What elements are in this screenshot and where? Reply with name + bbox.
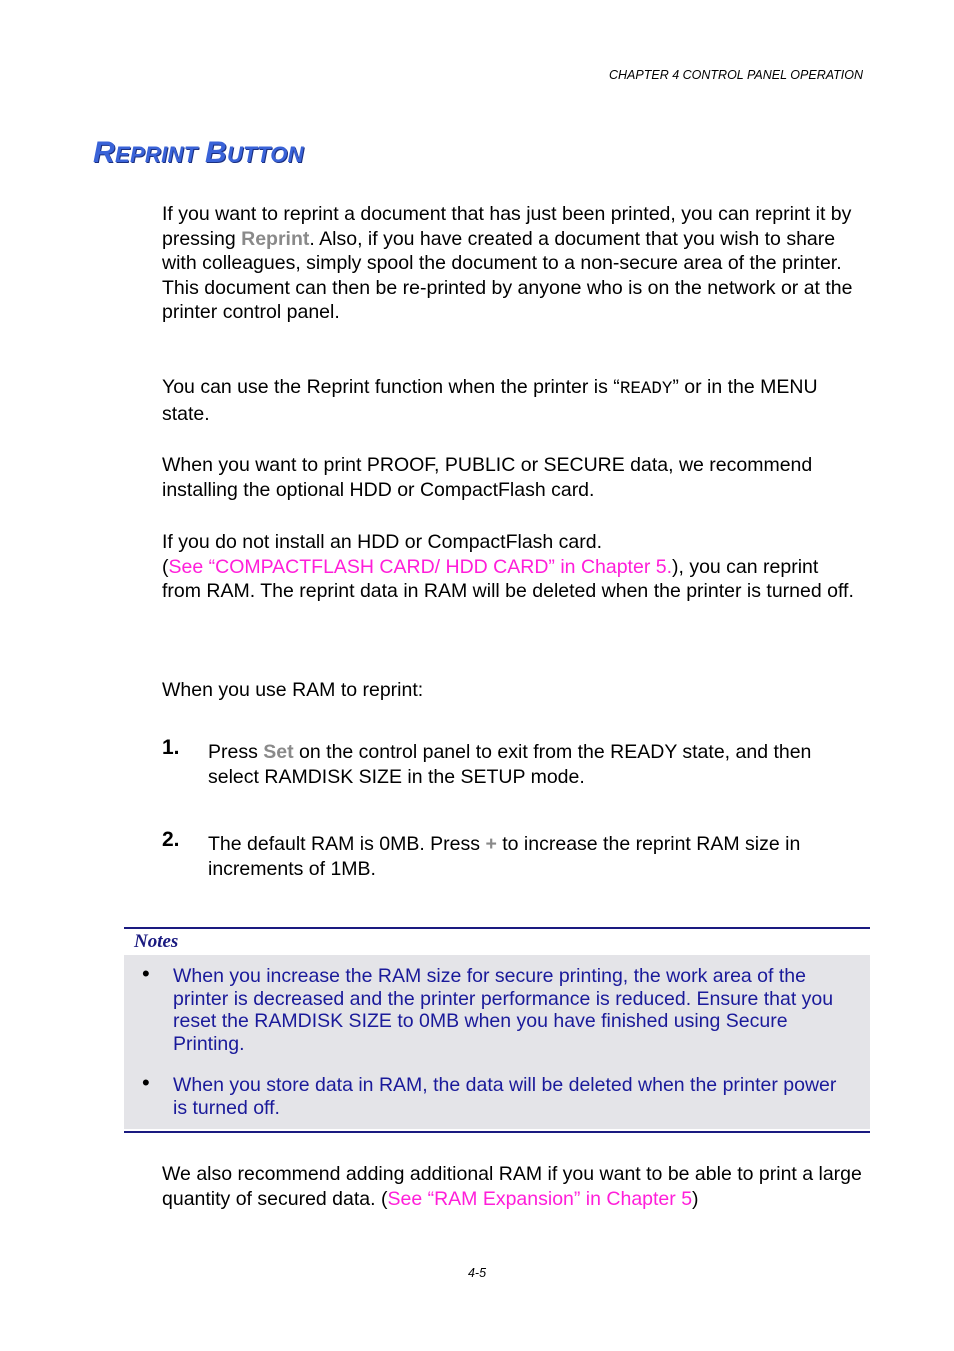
ram-expansion-link[interactable]: See “RAM Expansion” in Chapter 5: [387, 1187, 693, 1210]
title-rest-1: EPRINT: [114, 142, 198, 167]
note-text: When you store data in RAM, the data will be deleted when the printer power is turned off.: [173, 1074, 837, 1119]
additional-ram-text-a: We also recommend adding additional RAM if you want to be able to print a large quantity of secured data. (: [162, 1163, 862, 1210]
page-number: 4-5: [467, 1266, 487, 1280]
intro-text-b: . Also, if you have created a document that you wish to share with colleagues, simply spool the document to a non-secure area of the printer. This document can then be re-printed by anyone who is on the network or at the printer control panel.: [162, 227, 853, 323]
no-hdd-line1: If you do not install an HDD or CompactFlash card.: [162, 531, 603, 553]
additional-ram-text-b: ): [692, 1187, 699, 1210]
notes-content: [124, 955, 870, 1129]
paragraph-intro: [162, 202, 862, 325]
set-button-label: Set: [263, 741, 294, 763]
paragraph-recommend-hdd: [162, 453, 862, 502]
no-hdd-open-paren: (: [162, 555, 169, 578]
step-number: 2.: [162, 828, 180, 851]
chapter-header: CHAPTER 4 CONTROL PANEL OPERATION: [609, 68, 863, 82]
title-letter-r: R: [93, 136, 115, 169]
note-item: [142, 1070, 842, 1119]
step-1-text-a: Press: [208, 741, 264, 763]
step-2: [162, 828, 862, 881]
step-2-text-a: The default RAM is 0MB. Press: [208, 833, 486, 855]
step-1: [162, 736, 862, 789]
recommend-hdd-text: When you want to print PROOF, PUBLIC or SECURE data, we recommend installing the optional HDD or CompactFlash card.: [162, 454, 813, 501]
notes-box: [124, 927, 870, 1133]
title-rest-2: UTTON: [226, 142, 304, 167]
intro-text-a: If you want to reprint a document that has just been printed, you can reprint it by pressing: [162, 203, 852, 250]
notes-label: Notes: [134, 931, 179, 952]
paragraph-no-hdd: [162, 530, 862, 604]
plus-button-label: +: [485, 833, 497, 855]
ready-text-a: You can use the Reprint function when the printer is “: [162, 376, 620, 398]
no-hdd-text-b: ), you can reprint from RAM. The reprint data in RAM will be deleted when the printer is turned off.: [162, 555, 854, 602]
ready-text-b: ” or in the MENU state.: [162, 376, 818, 425]
section-title: [93, 136, 304, 170]
ready-state-label: READY: [619, 379, 673, 399]
compactflash-link[interactable]: See “COMPACTFLASH CARD/ HDD CARD” in Chapter 5.: [168, 555, 672, 578]
paragraph-additional-ram: [162, 1162, 862, 1211]
note-text: When you increase the RAM size for secure printing, the work area of the printer is decreased and the printer performance is reduced. Ensure that you reset the RAMDISK SIZE to 0MB when you have finished using Secure Printing.: [173, 965, 834, 1055]
bullet-icon: •: [142, 961, 150, 986]
paragraph-ready-state: [162, 375, 862, 426]
title-letter-b: B: [204, 136, 227, 169]
step-1-text-b: on the control panel to exit from the READY state, and then select RAMDISK SIZE in the SETUP mode.: [208, 741, 812, 788]
note-item: [142, 961, 842, 1055]
step-number: 1.: [162, 736, 180, 759]
step-2-text-b: to increase the reprint RAM size in increments of 1MB.: [208, 833, 801, 880]
ram-reprint-text: When you use RAM to reprint:: [162, 679, 424, 701]
bullet-icon: •: [142, 1070, 150, 1095]
reprint-button-label: Reprint: [241, 227, 310, 250]
paragraph-ram-reprint: [162, 678, 862, 703]
